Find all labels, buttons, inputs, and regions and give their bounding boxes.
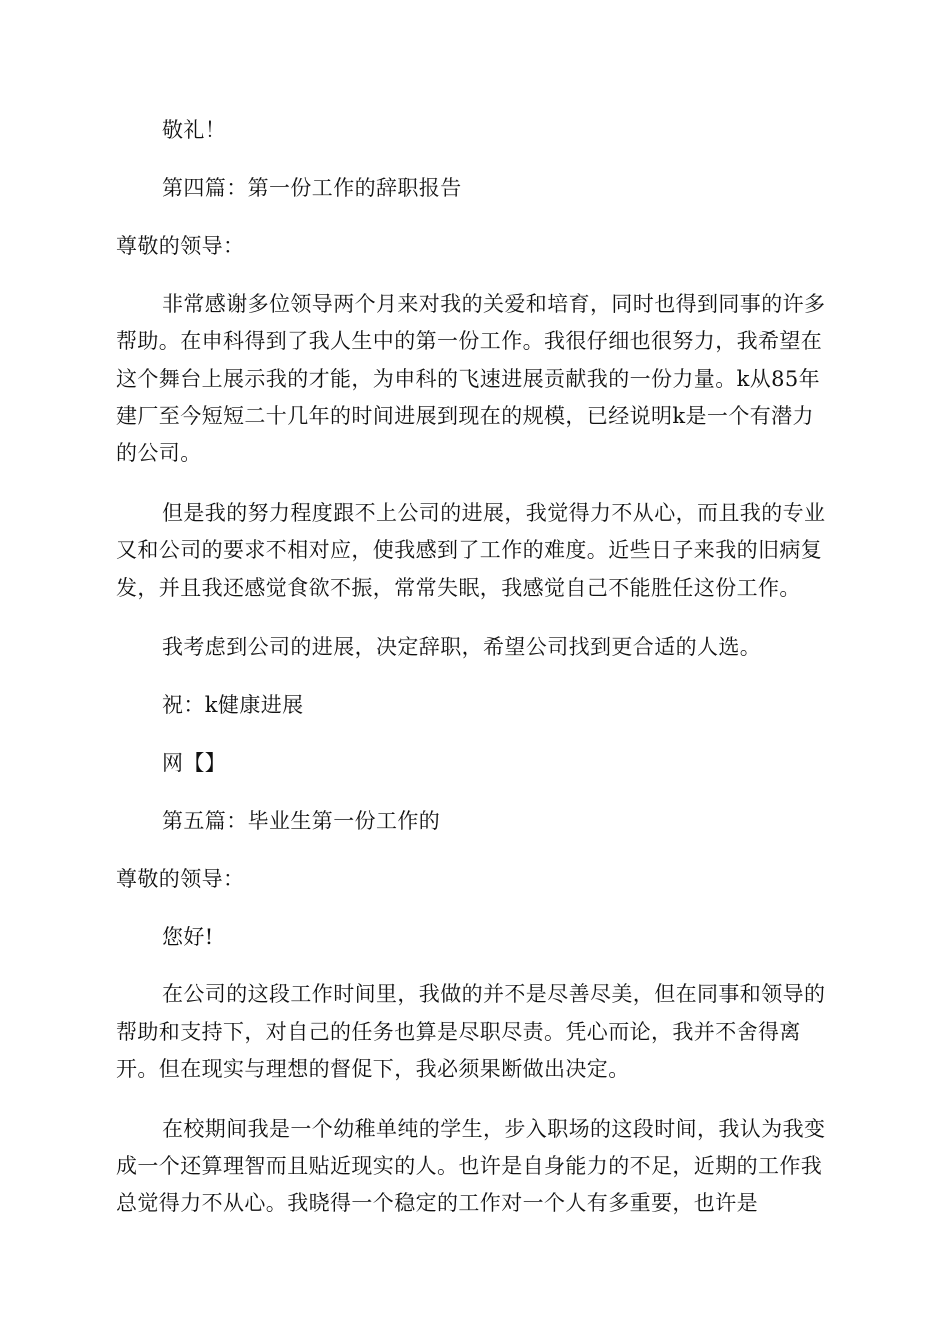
section-heading-four: 第四篇：第一份工作的辞职报告 — [162, 175, 462, 200]
hello-line: 您好! — [162, 924, 214, 949]
section-heading-five: 第五篇：毕业生第一份工作的 — [162, 808, 441, 833]
body-paragraph: 非常感谢多位领导两个月来对我的关爱和培育，同时也得到同事的许多帮助。在申科得到了我人生中的第一份工作。我很仔细也很努力，我希望在这个舞台上展示我的才能，为申科的飞速进展贡献我的一份力量。k从85年建厂至今短短二十几年的时间进展到现在的规模，已经说明k是一个有潜力的公司。 — [116, 291, 826, 466]
document-body — [116, 112, 834, 1223]
closing-salutation: 敬礼！ — [162, 118, 227, 142]
body-paragraph: 在公司的这段工作时间里，我做的并不是尽善尽美，但在同事和领导的帮助和支持下，对自己的任务也算是尽职尽责。凭心而论，我并不舍得离开。但在现实与理想的督促下，我必须果断做出决定。 — [116, 982, 826, 1082]
wish-line: 祝：k健康进展 — [162, 692, 304, 717]
greeting-line: 尊敬的领导： — [116, 866, 245, 891]
source-line: 网【】 — [162, 750, 227, 775]
body-paragraph: 在校期间我是一个幼稚单纯的学生，步入职场的这段时间，我认为我变成一个还算理智而且贴近现实的人。也许是自身能力的不足，近期的工作我总觉得力不从心。我晓得一个稳定的工作对一个人有多重要，也许是 — [116, 1116, 826, 1216]
greeting-line: 尊敬的领导： — [116, 233, 245, 258]
body-paragraph: 但是我的努力程度跟不上公司的进展，我觉得力不从心，而且我的专业又和公司的要求不相对应，使我感到了工作的难度。近些日子来我的旧病复发，并且我还感觉食欲不振，常常失眠，我感觉自己不能胜任这份工作。 — [116, 500, 826, 600]
body-paragraph: 我考虑到公司的进展，决定辞职，希望公司找到更合适的人选。 — [162, 634, 762, 659]
